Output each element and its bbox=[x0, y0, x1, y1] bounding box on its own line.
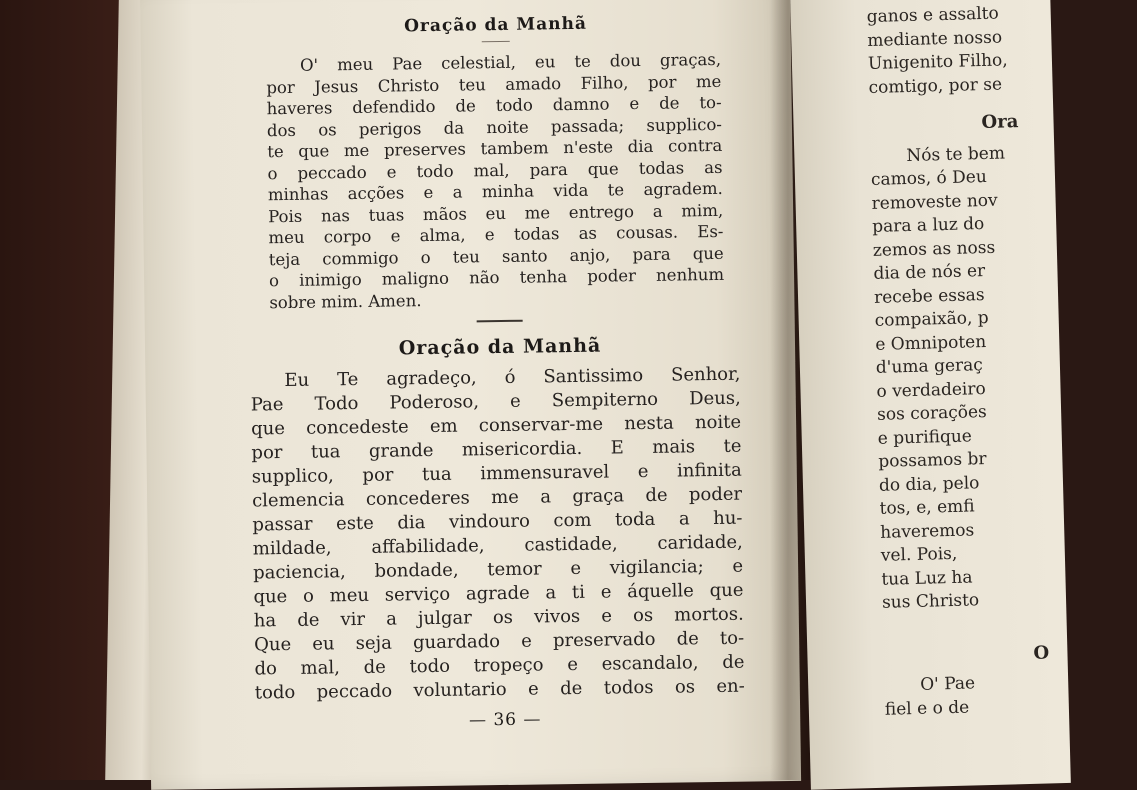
text-line: que o meu serviço agrade a ti e áquelle que bbox=[253, 579, 744, 608]
text-line: Que eu seja guardado e preservado de to- bbox=[254, 627, 745, 656]
text-line: dia de nós er bbox=[873, 260, 986, 284]
text-line: Nós te bem bbox=[906, 142, 1006, 166]
text-line: haveremos bbox=[879, 519, 975, 543]
text-line: do dia, pelo bbox=[878, 472, 980, 496]
text-line: o verdadeiro bbox=[876, 378, 986, 402]
text-line: tua Luz ha bbox=[881, 566, 973, 590]
text-line: removeste nov bbox=[871, 190, 998, 214]
text-line: mediante nosso bbox=[867, 26, 1003, 51]
text-line: o peccado e todo mal, para que todas as bbox=[267, 157, 723, 183]
text-line: comtigo, por se bbox=[868, 73, 1003, 98]
text-line: teja commigo o teu santo anjo, para que bbox=[268, 243, 724, 269]
left-page-content bbox=[250, 12, 745, 734]
text-line: fiel e o de bbox=[884, 697, 970, 720]
text-line: paciencia, bondade, temor e vigilancia; e bbox=[253, 555, 744, 584]
text-line: e purifique bbox=[877, 425, 973, 449]
page-number: — 36 — bbox=[468, 709, 542, 731]
text-line: supplico, por tua immensuravel e infinita bbox=[251, 459, 742, 488]
text-line: Pae Todo Poderoso, e Sempiterno Deus, bbox=[250, 387, 741, 416]
text-line: ha de vir a julgar os vivos e os mortos. bbox=[253, 603, 744, 632]
text-line: compaixão, p bbox=[874, 307, 989, 331]
text-line: ganos e assalto bbox=[866, 3, 999, 27]
right-page bbox=[790, 0, 1071, 790]
text-line: d'uma geraç bbox=[875, 355, 984, 378]
text-line: Eu Te agradeço, ó Santissimo Senhor, bbox=[284, 363, 741, 392]
text-line: por tua grande misericordia. E mais te bbox=[251, 435, 742, 464]
text-line: recebe essas bbox=[873, 284, 985, 308]
text-line: O' Pae bbox=[919, 673, 976, 695]
text-line: do mal, de todo tropeço e escandalo, de bbox=[254, 651, 745, 680]
right-page-content bbox=[866, 0, 1135, 722]
text-line: Pois nas tuas mãos eu me entrego a mim, bbox=[268, 200, 724, 226]
text-line: haveres defendido de todo damno e de to- bbox=[266, 92, 722, 119]
text-line: sos corações bbox=[876, 401, 988, 425]
prayer-paragraph-1 bbox=[256, 49, 740, 314]
text-line: passar este dia vindouro com toda a hu- bbox=[252, 507, 743, 536]
right-section-heading-2: O bbox=[1033, 641, 1050, 664]
text-line: sus Christo bbox=[881, 590, 980, 613]
right-section-heading: Ora bbox=[981, 111, 1019, 134]
text-line: zemos as noss bbox=[872, 237, 996, 261]
text-line: camos, ó Deu bbox=[870, 166, 988, 190]
text-line: que concedeste em conservar-me nesta noite bbox=[250, 411, 742, 440]
text-line: te que me preserves tambem n'este dia contra bbox=[267, 135, 723, 162]
text-line: por Jesus Christo teu amado Filho, por me bbox=[266, 71, 722, 97]
text-line: sobre mim. Amen. bbox=[269, 290, 422, 312]
text-line: mildade, affabilidade, castidade, caridade, bbox=[252, 531, 743, 560]
text-line: O' meu Pae celestial, eu te dou graças, bbox=[299, 49, 722, 75]
text-line: clemencia concederes me a graça de poder bbox=[251, 483, 743, 512]
text-line: o inimigo maligno não tenha poder nenhum bbox=[268, 264, 725, 291]
section-title-1: Oração da Manhã bbox=[403, 13, 588, 37]
text-line: e Omnipoten bbox=[875, 331, 987, 355]
section-title-2: Oração da Manhã bbox=[398, 334, 602, 360]
text-line: tos, e, emfi bbox=[879, 496, 975, 519]
text-line: para a luz do bbox=[871, 213, 985, 237]
left-page bbox=[140, 0, 801, 790]
text-line: Unigenito Filho, bbox=[867, 50, 1008, 74]
text-line: possamos br bbox=[878, 449, 987, 472]
divider-short bbox=[482, 41, 510, 42]
text-line: meu corpo e alma, e todas as cousas. Es- bbox=[268, 221, 724, 248]
text-line: dos os perigos da noite passada; supplico- bbox=[266, 114, 723, 140]
text-line: todo peccado voluntario e de todos os en- bbox=[254, 675, 745, 704]
text-line: minhas acções e a minha vida te agradem. bbox=[267, 178, 723, 205]
prayer-paragraph-2 bbox=[250, 363, 745, 706]
divider-mid bbox=[477, 320, 523, 323]
text-line: vel. Pois, bbox=[880, 543, 958, 566]
